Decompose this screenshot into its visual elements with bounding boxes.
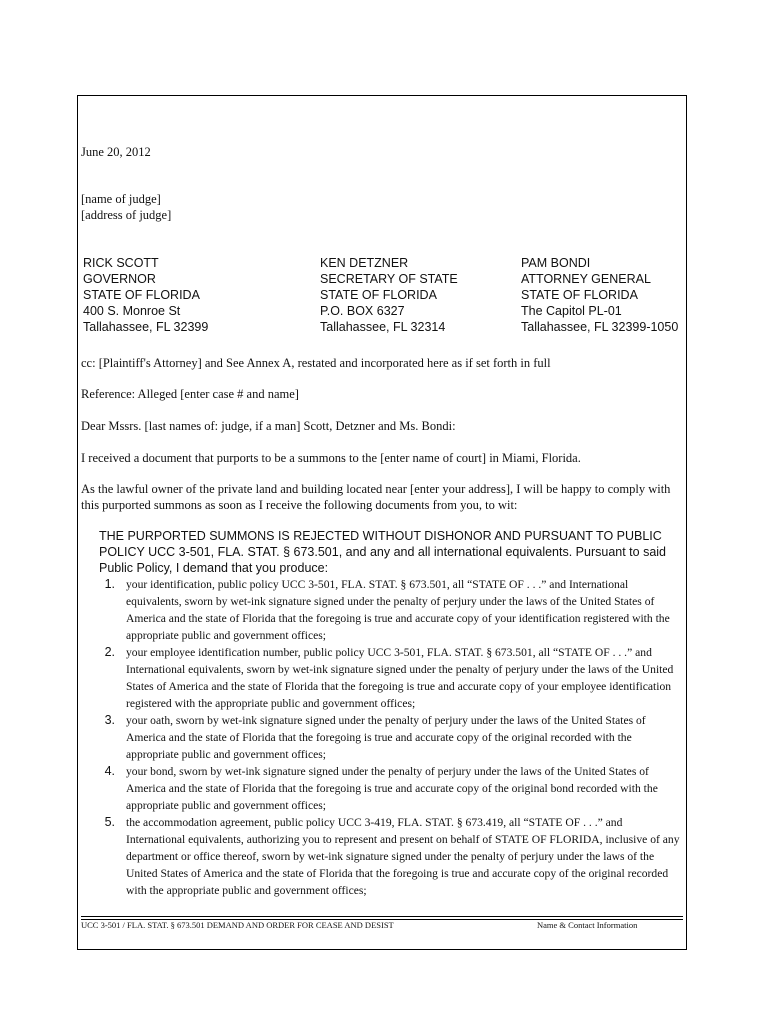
list-item-number: 2. (104, 645, 115, 659)
footer-divider (81, 916, 683, 917)
addressee-name: KEN DETZNER (320, 256, 409, 270)
cc-line: cc: [Plaintiff's Attorney] and See Annex A, restated and incorporated here as if set forth in full (81, 356, 551, 370)
received-paragraph: I received a document that purports to be a summons to the [enter name of court] in Miami, Florida. (81, 451, 581, 465)
addressee-governor (83, 255, 208, 335)
addressee-city: Tallahassee, FL 32314 (320, 320, 446, 334)
list-item-text: your identification, public policy UCC 3-501, FLA. STAT. § 673.501, all “STATE OF . . .” and International equivalents, sworn by wet-ink signature signed under the penalty of perjury under the laws of the United States of America and the state of Florida that the foregoing is true and accurate copy of your identification registered with the appropriate public and government offices; (126, 578, 670, 642)
list-item-number: 3. (104, 713, 115, 727)
addressee-title: ATTORNEY GENERAL (521, 272, 651, 286)
list-item-number: 5. (104, 815, 115, 829)
demand-section (99, 528, 684, 899)
list-item-text: your bond, sworn by wet-ink signature signed under the penalty of perjury under the laws of the United States of America and the state of Florida that the foregoing is true and accurate copy of the original bond recorded with the appropriate public and government offices; (126, 765, 658, 812)
addressee-state: STATE OF FLORIDA (320, 288, 437, 302)
addressee-street: 400 S. Monroe St (83, 304, 181, 318)
lawful-owner-paragraph: As the lawful owner of the private land and building located near [enter your address], I will be happy to comply with this purported summons as soon as I receive the following documents from you, to wit: (81, 482, 671, 512)
addressee-city: Tallahassee, FL 32399 (83, 320, 209, 334)
list-item-text: your employee identification number, public policy UCC 3-501, FLA. STAT. § 673.501, all “STATE OF . . .” and International equivalents, sworn by wet-ink signature signed under the penalty of perjury under the laws of the United States of America and the state of Florida that the foregoing is true and accurate copy of your employee identification registered with the appropriate public and government offices; (126, 646, 674, 710)
addressee-name: RICK SCOTT (83, 256, 159, 270)
footer-title: UCC 3-501 / FLA. STAT. § 673.501 DEMAND AND ORDER FOR CEASE AND DESIST (81, 920, 394, 930)
salutation: Dear Mssrs. [last names of: judge, if a man] Scott, Detzner and Ms. Bondi: (81, 419, 456, 433)
list-item-text: the accommodation agreement, public policy UCC 3-419, FLA. STAT. § 673.419, all “STATE OF . . .” and International equivalents, authorizing you to represent and present on behalf of STATE OF FLORIDA, inclusive of any department or office thereof, sworn by wet-ink signature signed under the penalty of perjury under the laws of the United States of America and the state of Florida that the foregoing is true and accurate copy of the original recorded with the appropriate public and government offices; (126, 816, 680, 897)
addressee-street: The Capitol PL-01 (521, 304, 622, 318)
addressee-state: STATE OF FLORIDA (83, 288, 200, 302)
demand-heading: THE PURPORTED SUMMONS IS REJECTED WITHOUT DISHONOR AND PURSUANT TO PUBLIC POLICY UCC 3-501, FLA. STAT. § 673.501, and any and all international equivalents. Pursuant to said Public Policy, I demand that you produce: (99, 529, 666, 575)
addressee-secretary-of-state (320, 255, 458, 335)
addressee-attorney-general (521, 255, 678, 335)
reference-line: Reference: Alleged [enter case # and name] (81, 387, 299, 401)
addressee-title: GOVERNOR (83, 272, 156, 286)
list-item-number: 1. (104, 577, 115, 591)
judge-block (81, 191, 171, 223)
judge-name: [name of judge] (81, 192, 161, 206)
judge-address: [address of judge] (81, 208, 172, 222)
list-item-number: 4. (104, 764, 115, 778)
addressee-name: PAM BONDI (521, 256, 591, 270)
addressee-street: P.O. BOX 6327 (320, 304, 405, 318)
list-item-text: your oath, sworn by wet-ink signature signed under the penalty of perjury under the laws of the United States of America and the state of Florida that the foregoing is true and accurate copy of the original recorded with the appropriate public and government offices; (126, 714, 646, 761)
addressee-title: SECRETARY OF STATE (320, 272, 458, 286)
list-item (99, 814, 684, 899)
demand-list (99, 576, 684, 899)
document-page (77, 95, 687, 950)
list-item (99, 576, 684, 644)
addressee-state: STATE OF FLORIDA (521, 288, 638, 302)
footer-contact: Name & Contact Information (537, 920, 638, 930)
letter-date: June 20, 2012 (81, 145, 151, 159)
list-item (99, 763, 684, 814)
list-item (99, 644, 684, 712)
list-item (99, 712, 684, 763)
addressee-city: Tallahassee, FL 32399-1050 (521, 320, 679, 334)
